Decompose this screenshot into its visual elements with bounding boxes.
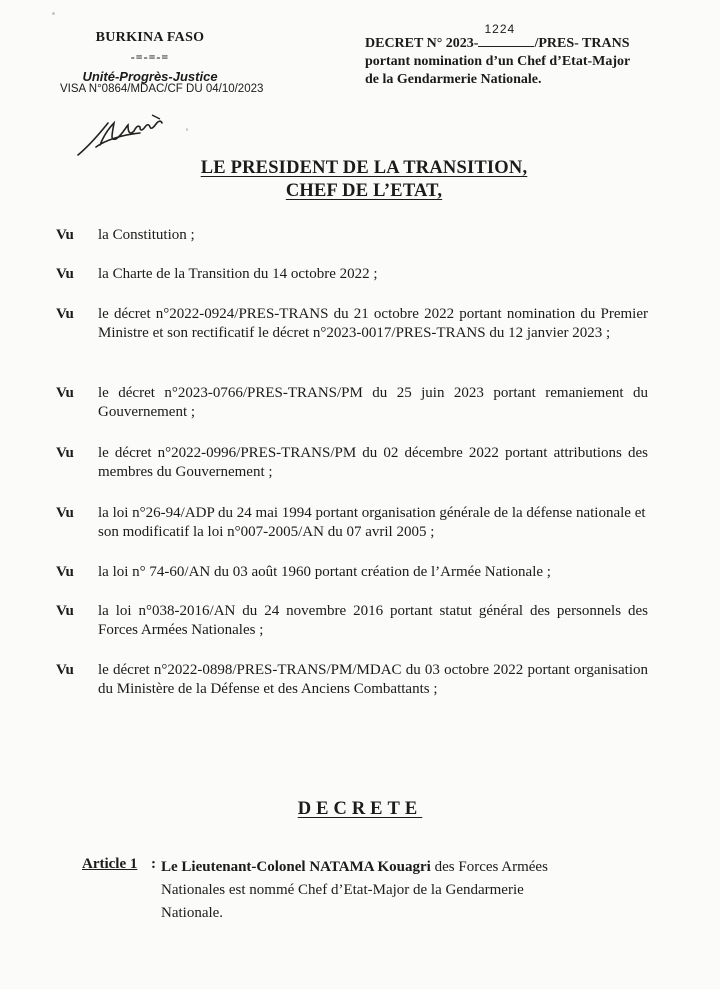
- vu-text: la Charte de la Transition du 14 octobre 2022 ;: [98, 266, 378, 282]
- vu-label: Vu: [56, 385, 74, 401]
- vu-text: la loi n° 74-60/AN du 03 août 1960 portant création de l’Armée Nationale ;: [98, 564, 551, 580]
- handwritten-signature: [70, 105, 180, 165]
- vu-label: Vu: [56, 564, 74, 580]
- vu-text: le décret n°2022-0924/PRES-TRANS du 21 octobre 2022 portant nomination du Premier Ministre et son rectificatif le décret n°2023-0017/PRES-TRANS du 12 janvier 2023 ;: [98, 306, 648, 341]
- vu-item: [56, 226, 648, 245]
- title-line-2: CHEF DE L’ETAT,: [285, 181, 443, 201]
- vu-label: Vu: [56, 227, 74, 243]
- vu-label: Vu: [56, 266, 74, 282]
- article-1-label: Article 1: [82, 856, 138, 872]
- article-1-text: [161, 856, 561, 925]
- vu-text: le décret n°2023-0766/PRES-TRANS/PM du 25 juin 2023 portant remaniement du Gouvernement ;: [98, 385, 648, 420]
- vu-label: Vu: [56, 603, 74, 619]
- vu-item: [56, 305, 648, 342]
- letterhead-left: [60, 30, 240, 84]
- decree-prefix: DECRET N° 2023-: [365, 36, 479, 51]
- vu-item: [56, 444, 648, 481]
- scan-speck: [52, 12, 55, 15]
- scan-speck: [186, 128, 188, 131]
- vu-item: [56, 563, 648, 582]
- vu-text: la loi n°26-94/ADP du 24 mai 1994 portant organisation générale de la défense nationale et son modificatif la loi n°007-2005/AN du 07 avril 2005 ;: [98, 505, 646, 540]
- separator: -=-=-=: [130, 50, 170, 64]
- vu-label: Vu: [56, 306, 74, 322]
- decree-subject-2: de la Gendarmerie Nationale.: [365, 72, 542, 87]
- vu-text: le décret n°2022-0996/PRES-TRANS/PM du 02 décembre 2022 portant attributions des membres du Gouvernement ;: [98, 445, 648, 480]
- vu-item: [56, 265, 648, 284]
- article-1-body: des Forces Armées Nationales est nommé Chef d’Etat-Major de la Gendarmerie Nationale.: [161, 859, 548, 921]
- vu-text: la loi n°038-2016/AN du 24 novembre 2016 portant statut général des personnels des Forces Armées Nationales ;: [98, 603, 648, 638]
- vu-label: Vu: [56, 505, 74, 521]
- vu-item: [56, 602, 648, 639]
- decree-header: [365, 22, 705, 89]
- vu-text: le décret n°2022-0898/PRES-TRANS/PM/MDAC du 03 octobre 2022 portant organisation du Ministère de la Défense et des Anciens Combattants ;: [98, 662, 648, 697]
- decree-subject-1: portant nomination d’un Chef d’Etat-Major: [365, 54, 631, 69]
- decree-number-line: [365, 22, 705, 53]
- decree-number: 1224: [484, 22, 516, 36]
- decrete-heading: DECRETE: [297, 799, 423, 819]
- vu-label: Vu: [56, 662, 74, 678]
- article-1-colon: :: [151, 856, 156, 872]
- article-1-subject: Le Lieutenant-Colonel NATAMA Kouagri: [161, 859, 431, 875]
- country-name: BURKINA FASO: [95, 30, 205, 45]
- vu-item: [56, 661, 648, 698]
- decree-suffix: /PRES- TRANS: [534, 36, 630, 51]
- national-motto: Unité-Progrès-Justice: [82, 69, 218, 84]
- vu-item: [56, 384, 648, 421]
- vu-text: la Constitution ;: [98, 227, 195, 243]
- vu-item: [56, 504, 648, 541]
- decree-number-field: [478, 22, 534, 47]
- vu-label: Vu: [56, 445, 74, 461]
- visa-reference: VISA N°0864/MDAC/CF DU 04/10/2023: [60, 83, 264, 95]
- title-line-1: LE PRESIDENT DE LA TRANSITION,: [200, 158, 528, 178]
